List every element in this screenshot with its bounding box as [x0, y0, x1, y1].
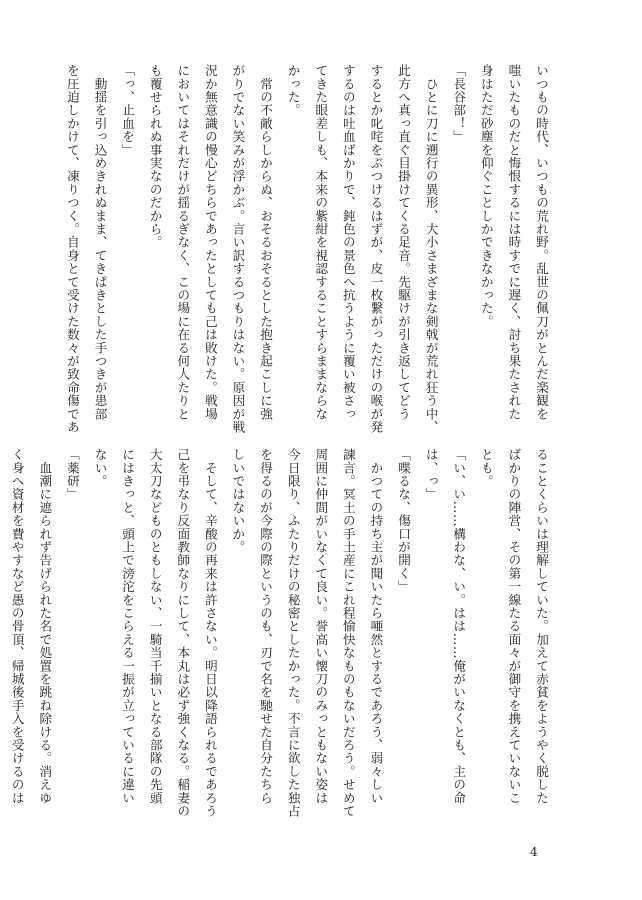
- text-line: 「喋るな、傷口が開く」: [396, 448, 412, 594]
- text-line: ない。: [92, 448, 108, 488]
- text-line: 身はただ砂塵を仰ぐことしかできなかった。: [478, 64, 494, 328]
- text-line: そして、辛酸の再来は許さない。明日以降語られるであろう: [202, 448, 218, 818]
- text-line: 況か無意識の慢心どちらであったとしても己は敗けた。戦場: [202, 64, 218, 421]
- text-line: く身へ資材を費やすなど愚の骨頂、帰城後手入を受けるのは: [9, 448, 25, 805]
- text-line: てきた眼差しも、本来の紫紺を視認することすらままならな: [313, 64, 329, 421]
- text-line: いつもの時代、いつもの荒れ野。乱世の佩刀がとんだ楽観を: [534, 64, 549, 421]
- text-line: ひとに刀に遡行の異形、大小さまざまな剣戟が荒れ狂う中、: [423, 64, 439, 434]
- text-line: 血潮に遮られず告げられた名で処置を跳ね除ける。消えゆ: [37, 448, 53, 805]
- text-line: 諫言。冥土の手土産にこれ程愉快なものもないだろう。せめて: [340, 448, 356, 818]
- text-line: を圧迫しかけて、凍りつく。自身とて受けた数々が致命傷であ: [64, 64, 80, 434]
- text-line: 此方へ真っ直ぐ目掛けてくる足音。先駆けが引き返してどう: [396, 64, 412, 421]
- text-line: するのは吐血ばかりで、鈍色の景色へ抗うように覆い被さっ: [340, 64, 356, 421]
- text-line: 動揺を引っ込めきれぬまま、てきぱきとした手つきが患部: [92, 64, 108, 421]
- text-line: 今日限り、ふたりだけの秘密としたかった。不言に欲した独占: [285, 448, 301, 818]
- text-line: 嗤いたものだと悔恨するには時すでに遅く、討ち果たされた: [506, 64, 522, 421]
- text-line: 己を弔なり反面教師なりにして、本丸は必ず強くなる。稲妻の: [175, 448, 191, 818]
- text-line: かった。: [285, 64, 301, 117]
- text-line: かつての持ち主が聞いたら唖然とするであろう、弱々しい: [368, 448, 384, 805]
- text-line: も覆せられぬ事実なのだから。: [147, 64, 163, 249]
- page-number: 4: [530, 845, 538, 859]
- text-line: にはきっと、頭上で滂沱をこらえる一振が立っているに違い: [120, 448, 136, 805]
- text-line: 常の不敵らしからぬ、おそるおそるとした抱き起こしに強: [258, 64, 274, 421]
- text-line: 「っ、止血を」: [120, 64, 136, 157]
- text-line: がりでない笑みが浮かぶ。言い訳するつもりはない。原因が戦: [230, 64, 246, 434]
- text-line: は、っ」: [423, 448, 439, 501]
- text-line: を得るのが今際の際というのも、刃で名を馳せた自分たちら: [258, 448, 274, 805]
- text-line: 「い、い……構わな、い。はは……俺がいなくとも、主の命: [451, 448, 467, 805]
- text-line: ることくらいは理解していた。加えて赤貧をようやく脱した: [534, 448, 549, 805]
- text-line: 大太刀などものともしない、一騎当千揃いとなる部隊の先頭: [147, 448, 163, 805]
- text-line: 「薬研」: [64, 448, 80, 501]
- text-line: ばかりの陣営、その第一線たる面々が御守を携えていないこ: [506, 448, 522, 805]
- top-text-block: [64, 64, 555, 434]
- text-line: 周囲に仲間がいなくて良い。誉高い懐刀のみっともない姿は: [313, 448, 329, 805]
- text-line: 「長谷部！」: [451, 64, 467, 144]
- text-line: しいではないか。: [230, 448, 246, 554]
- text-line: においてはそれだけが揺るぎなく、この場に在る何人たりと: [175, 64, 191, 421]
- text-line: するとか叱咤をぶつけるはずが、皮一枚繋がっただけの喉が発: [368, 64, 384, 434]
- bottom-text-block: [9, 448, 555, 818]
- text-line: とも。: [478, 448, 494, 488]
